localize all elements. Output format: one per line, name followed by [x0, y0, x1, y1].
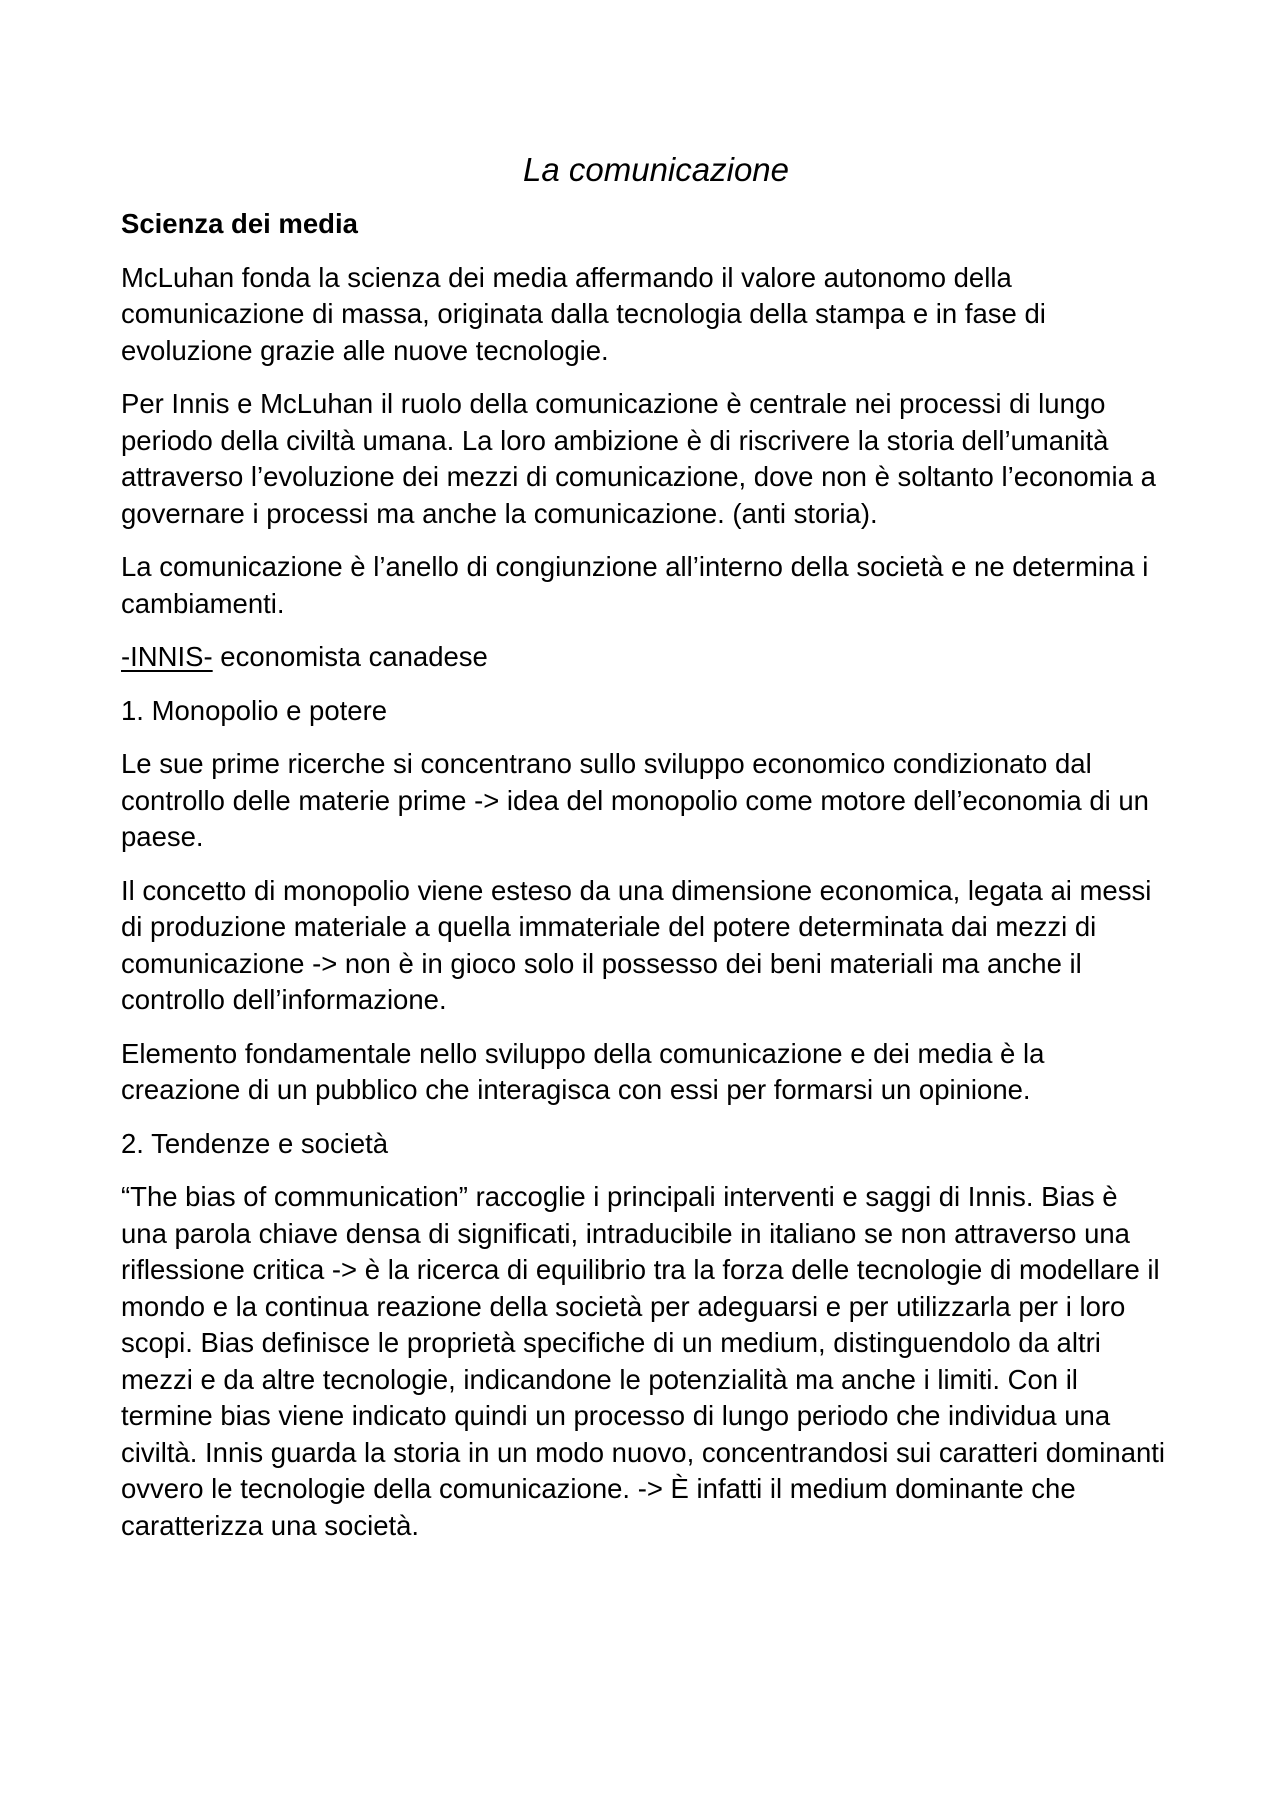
- document-body: [121, 150, 1171, 1561]
- paragraph-comunicazione: La comunicazione è l’anello di congiunzione all’interno della società e ne determina i cambiamenti.: [121, 551, 1149, 619]
- paragraph-innis-mcluhan: Per Innis e McLuhan il ruolo della comunicazione è centrale nei processi di lungo periodo della civiltà umana. La loro ambizione è di riscrivere la storia dell’umanità attraverso l’evoluzione dei mezzi di comunicazione, dove non è soltanto l’economia a governare i processi ma anche la comunicazione. (anti storia).: [121, 388, 1156, 529]
- document-title: La comunicazione: [523, 151, 789, 188]
- section-heading: Scienza dei media: [121, 208, 358, 239]
- paragraph-pubblico: Elemento fondamentale nello sviluppo della comunicazione e dei media è la creazione di un pubblico che interagisca con essi per formarsi un opinione.: [121, 1037, 1045, 1105]
- subheading-tendenze: 2. Tendenze e società: [121, 1127, 389, 1159]
- paragraph-mcluhan: McLuhan fonda la scienza dei media affermando il valore autonomo della comunicazione di massa, originata dalla tecnologia della stampa e in fase di evoluzione grazie alle nuove tecnologie.: [121, 261, 1046, 366]
- innis-line: [121, 639, 1171, 676]
- innis-label: -INNIS-: [121, 641, 213, 672]
- paragraph-monopolio: Il concetto di monopolio viene esteso da una dimensione economica, legata ai messi di produzione materiale a quella immateriale del potere determinata dai mezzi di comunicazione -> non è in gioco solo il possesso dei beni materiali ma anche il controllo dell’informazione.: [121, 874, 1152, 1015]
- paragraph-bias: “The bias of communication” raccoglie i principali interventi e saggi di Innis. Bias è una parola chiave densa di significati, intraducibile in italiano se non attraverso una riflessione critica -> è la ricerca di equilibrio tra la forza delle tecnologie di modellare il mondo e la continua reazione della società per adeguarsi e per utilizzarla per i loro scopi. Bias definisce le proprietà specifiche di un medium, distinguendolo da altri mezzi e da altre tecnologie, indicandone le potenzialità ma anche i limiti. Con il termine bias viene indicato quindi un processo di lungo periodo che individua una civiltà. Innis guarda la storia in un modo nuovo, concentrandosi sui caratteri dominanti ovvero le tecnologie della comunicazione. -> È infatti il medium dominante che caratterizza una società.: [121, 1181, 1166, 1541]
- subheading-monopolio: 1. Monopolio e potere: [121, 694, 388, 726]
- paragraph-ricerche: Le sue prime ricerche si concentrano sullo sviluppo economico condizionato dal controllo delle materie prime -> idea del monopolio come motore dell’economia di un paese.: [121, 748, 1149, 852]
- innis-description: economista canadese: [212, 641, 488, 672]
